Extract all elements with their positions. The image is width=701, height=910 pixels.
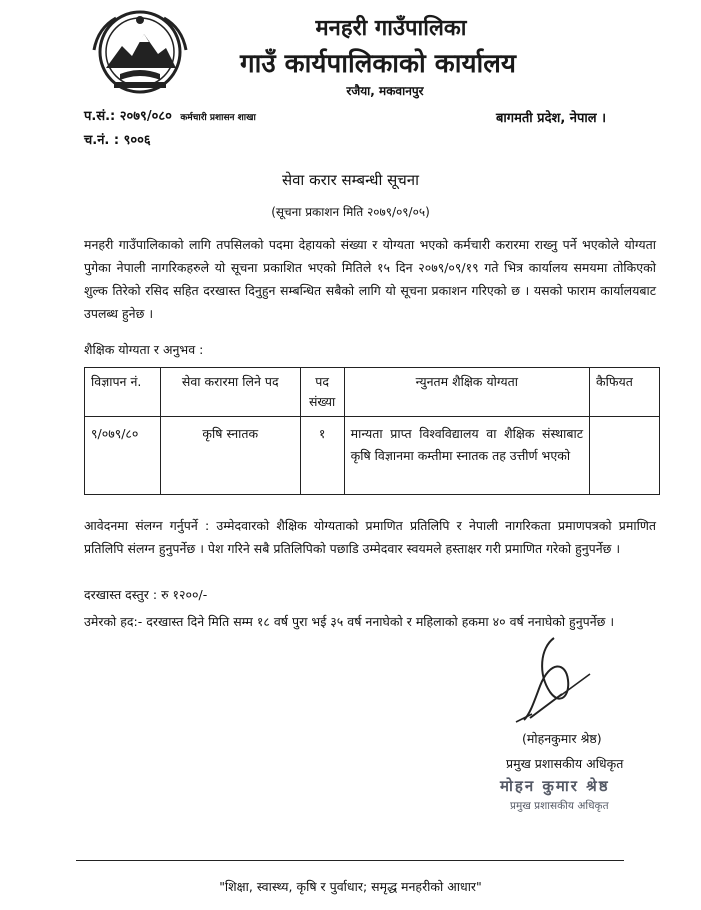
header-ad-no: विज्ञापन नं. bbox=[85, 368, 161, 417]
office-name: मनहरी गाउँपालिका bbox=[315, 16, 467, 41]
footer-motto: "शिक्षा, स्वास्थ्य, कृषि र पुर्वाधार; समृद्ध मनहरीको आधार" bbox=[219, 879, 482, 894]
cell-count: १ bbox=[300, 417, 344, 495]
header-remarks: कैफियत bbox=[590, 368, 660, 417]
qualification-heading: शैक्षिक योग्यता र अनुभव : bbox=[84, 342, 204, 357]
reference-number bbox=[84, 106, 256, 124]
footer-divider bbox=[76, 860, 624, 861]
table-row bbox=[85, 417, 660, 495]
cell-qualification: मान्यता प्राप्त विश्वविद्यालय वा शैक्षिक संस्थाबाट कृषि विज्ञानमा कम्तीमा स्नातक तह उत्तीर्ण भएको bbox=[344, 417, 589, 495]
dispatch-label: च.नं. : bbox=[84, 133, 120, 148]
dispatch-value: ९००६ bbox=[123, 133, 151, 148]
header-qualification: न्युनतम शैक्षिक योग्यता bbox=[344, 368, 589, 417]
application-fee: दरखास्त दस्तुर : रु १२००/- bbox=[84, 587, 208, 602]
handwritten-signature bbox=[510, 634, 600, 726]
signer-name: (मोहनकुमार श्रेष्ठ) bbox=[522, 731, 602, 746]
reference-value: २०७९/०८० bbox=[119, 109, 172, 124]
stamp-name: मोहन कुमार श्रेष्ठ bbox=[500, 777, 610, 795]
branch-name: कर्मचारी प्रशासन शाखा bbox=[180, 113, 256, 123]
header-post: सेवा करारमा लिने पद bbox=[160, 368, 300, 417]
cell-ad-no: ९/०७९/८० bbox=[85, 417, 161, 495]
stamp-title: प्रमुख प्रशासकीय अधिकृत bbox=[510, 800, 609, 812]
attachments-paragraph: आवेदनमा संलग्न गर्नुपर्ने : उम्मेदवारको शैक्षिक योग्यताको प्रमाणित प्रतिलिपि र नेपाली नागरिकता प्रमाणपत्रको प्रमाणित प्रतिलिपि संलग्न हुनुपर्नेछ । पेश गरिने सबै प्रतिलिपिको पछाडि उम्मेदवार स्वयमले हस्ताक्षर गरी प्रमाणित गरेको हुनुपर्नेछ । bbox=[84, 518, 656, 556]
office-title: गाउँ कार्यपालिकाको कार्यालय bbox=[240, 49, 516, 79]
signer-title: प्रमुख प्रशासकीय अधिकृत bbox=[506, 756, 624, 771]
age-limit-paragraph: उमेरको हद:- दरखास्त दिने मिति सम्म १८ वर्ष पुरा भई ३५ वर्ष ननाघेको र महिलाको हकमा ४० वर्ष ननाघेको हुनुपर्नेछ । bbox=[84, 614, 615, 629]
intro-paragraph: मनहरी गाउँपालिकाको लागि तपसिलको पदमा देहायको संख्या र योग्यता भएको कर्मचारी करारमा राख्नु पर्ने भएकोले योग्यता पुगेका नेपाली नागरिकहरुले यो सूचना प्रकाशित भएको मितिले १५ दिन २०७९/०९/१९ गते भित्र कार्यालय समयमा तोकिएको शुल्क तिरेको रसिद सहित दरखास्त दिनुहुन सम्बन्धित सबैको लागि यो सूचना प्रकाशन गरिएको छ । यसको फाराम कार्यालयबाट उपलब्ध हुनेछ । bbox=[84, 237, 656, 321]
table-header-row bbox=[85, 368, 660, 417]
government-emblem-icon bbox=[86, 10, 194, 96]
reference-label: प.सं.: bbox=[84, 109, 116, 124]
header-count: पद संख्या bbox=[300, 368, 344, 417]
dispatch-number bbox=[84, 130, 151, 148]
office-address: रजैया, मकवानपुर bbox=[346, 84, 424, 98]
province-address: बागमती प्रदेश, नेपाल । bbox=[496, 111, 607, 126]
cell-remarks bbox=[590, 417, 660, 495]
cell-post: कृषि स्नातक bbox=[160, 417, 300, 495]
notice-date: (सूचना प्रकाशन मिति २०७९/०९/०५) bbox=[271, 205, 430, 219]
vacancy-table bbox=[84, 367, 660, 495]
notice-title: सेवा करार सम्बन्धी सूचना bbox=[281, 171, 420, 189]
